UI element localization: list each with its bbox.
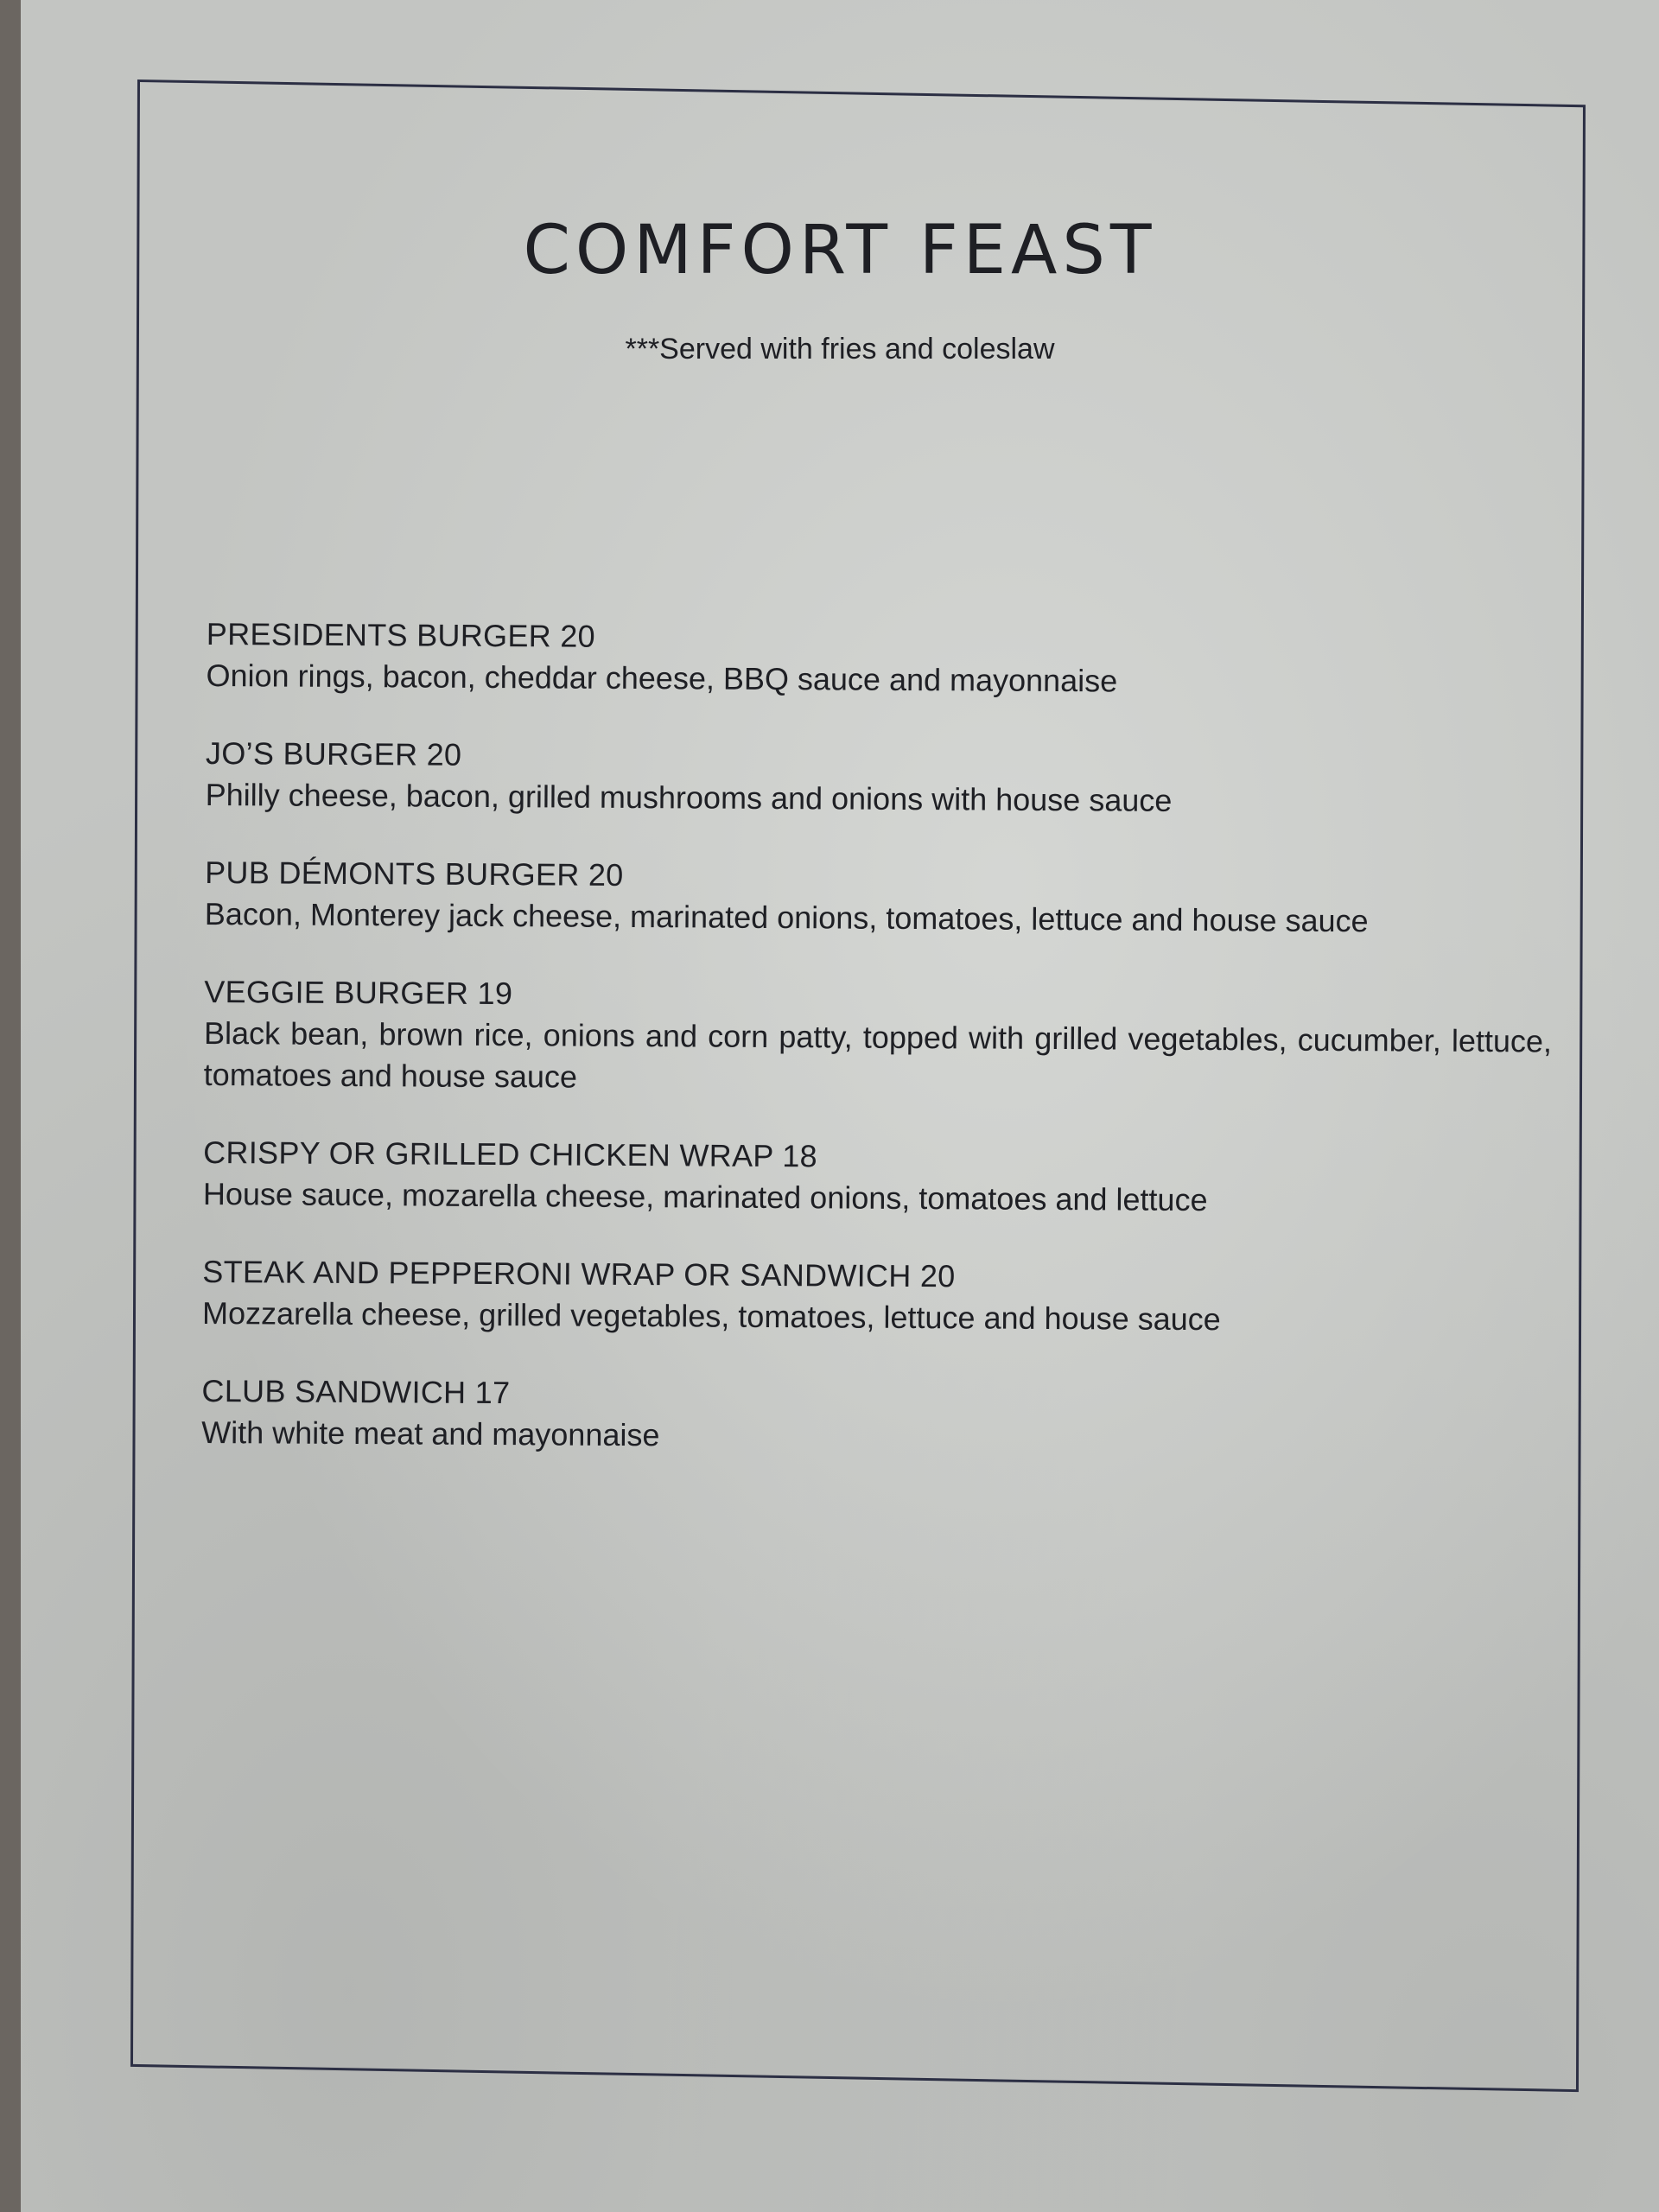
menu-item <box>204 971 1553 1104</box>
menu-item-name: PRESIDENTS BURGER 20 <box>206 615 596 654</box>
menu-paper <box>21 0 1659 2212</box>
menu-item-name: CLUB SANDWICH 17 <box>201 1372 511 1411</box>
menu-item <box>206 733 1554 824</box>
menu-item <box>201 1370 1550 1462</box>
menu-item-description: Black bean, brown rice, onions and corn patty, topped with grilled vegetables, cucumber, lettuce, tomatoes and house sauce <box>203 1014 1553 1095</box>
menu-item-description: Philly cheese, bacon, grilled mushrooms and onions with house sauce <box>205 776 1173 818</box>
menu-item-description: House sauce, mozarella cheese, marinated onions, tomatoes and lettuce <box>202 1175 1208 1218</box>
menu-item-description: Mozzarella cheese, grilled vegetables, tomatoes, lettuce and house sauce <box>201 1294 1221 1338</box>
menu-subtitle: ***Served with fries and coleslaw <box>625 333 1055 365</box>
menu-item-description: Bacon, Monterey jack cheese, marinated onions, tomatoes, lettuce and house sauce <box>204 895 1369 939</box>
menu-item-name: PUB DÉMONTS BURGER 20 <box>205 854 624 893</box>
menu-title: COMFORT FEAST <box>523 212 1157 289</box>
menu-item <box>202 1251 1551 1343</box>
menu-item-description: Onion rings, bacon, cheddar cheese, BBQ sauce and mayonnaise <box>206 657 1118 699</box>
menu-item-name: STEAK AND PEPPERONI WRAP OR SANDWICH 20 <box>202 1253 956 1294</box>
menu-item-name: CRISPY OR GRILLED CHICKEN WRAP 18 <box>203 1134 818 1174</box>
menu-item-name: JO’S BURGER 20 <box>205 734 462 772</box>
menu-item-description: With white meat and mayonnaise <box>201 1414 660 1453</box>
menu-item-list <box>201 613 1554 1498</box>
menu-item <box>205 852 1554 944</box>
menu-item <box>206 613 1554 705</box>
menu-item-name: VEGGIE BURGER 19 <box>204 973 513 1012</box>
menu-item <box>203 1132 1552 1224</box>
